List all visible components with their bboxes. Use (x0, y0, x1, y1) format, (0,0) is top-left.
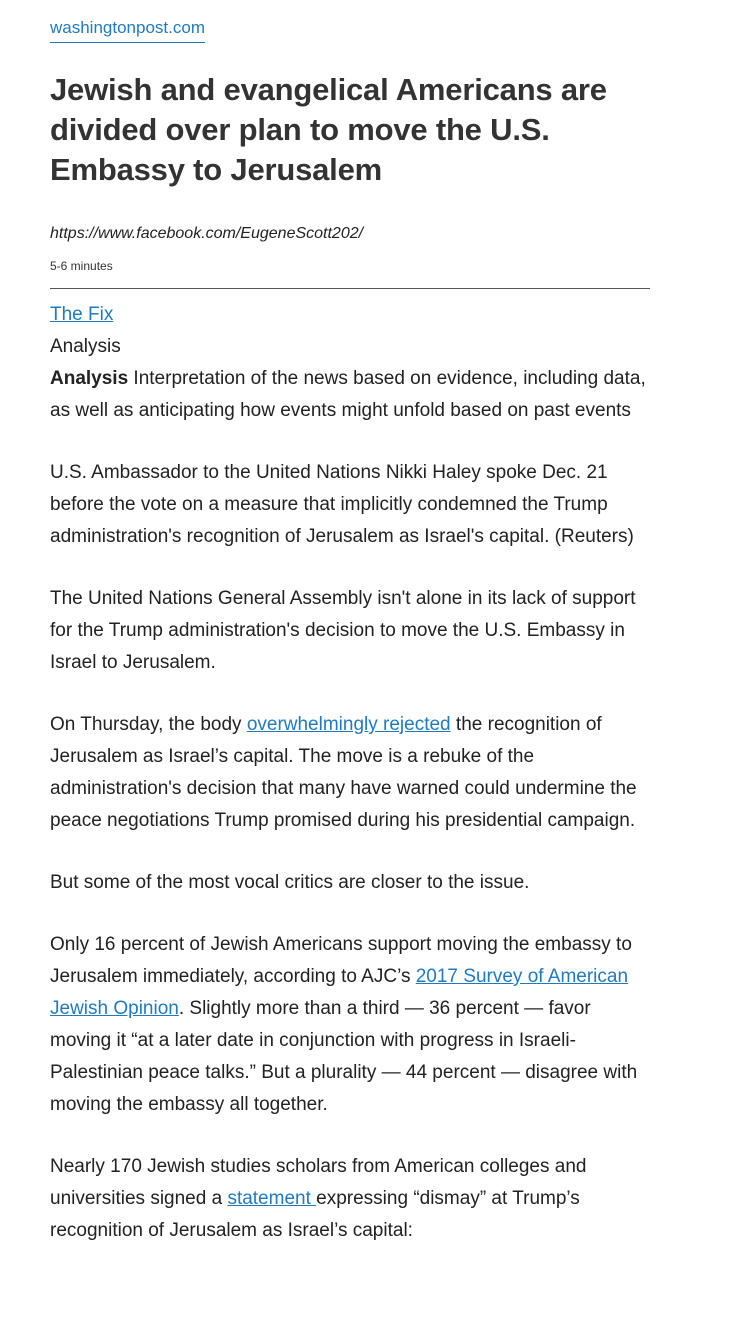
source-domain-link[interactable]: washingtonpost.com (50, 17, 205, 43)
ajc-survey-link[interactable]: 2017 Survey of American Jewish Opinion (50, 966, 629, 1019)
analysis-label: Analysis (50, 336, 121, 357)
statement-link[interactable]: statement (227, 1188, 317, 1209)
section-kicker (50, 299, 650, 331)
the-fix-link[interactable]: The Fix (50, 304, 114, 325)
analysis-term: Analysis (50, 368, 129, 389)
author-byline: https://www.facebook.com/EugeneScott202/ (50, 225, 364, 242)
paragraph-4-text-b: . Slightly more than a third — 36 percent — favor moving it “at a later date in conjunction with progress in Israeli-Palestinian peace talks.” But a plurality — 44 percent — disagree with moving the embassy all together. (50, 998, 638, 1115)
article-body (50, 299, 650, 1277)
video-caption: U.S. Ambassador to the United Nations Nikki Haley spoke Dec. 21 before the vote on a measure that implicitly condemned the Trump administration's recognition of Jerusalem as Israel's capital. (Reuters) (50, 462, 634, 547)
paragraph-3: But some of the most vocal critics are closer to the issue. (50, 872, 530, 893)
paragraph-1: The United Nations General Assembly isn't alone in its lack of support for the Trump administration's decision to move the U.S. Embassy in Israel to Jerusalem. (50, 588, 636, 673)
paragraph-5-text-a: Nearly 170 Jewish studies scholars from American colleges and universities signed a (50, 1156, 587, 1209)
article-title: Jewish and evangelical Americans are divided over plan to move the U.S. Embassy to Jerusalem (50, 72, 607, 187)
paragraph-2-text-b: the recognition of Jerusalem as Israel’s capital. The move is a rebuke of the administration's decision that many have warned could undermine the peace negotiations Trump promised during his presidential campaign. (50, 714, 637, 831)
reading-time: 5-6 minutes (50, 259, 113, 273)
paragraph-5-text-b: expressing “dismay” at Trump’s recognition of Jerusalem as Israel’s capital: (50, 1188, 580, 1241)
overwhelmingly-rejected-link[interactable]: overwhelmingly rejected (246, 714, 451, 735)
analysis-definition (50, 363, 650, 427)
paragraph-2 (50, 709, 650, 837)
paragraph-5 (50, 1151, 650, 1247)
header-divider (50, 288, 650, 289)
analysis-definition-text: Interpretation of the news based on evidence, including data, as well as anticipating how events might unfold based on past events (50, 368, 646, 421)
paragraph-4-text-a: Only 16 percent of Jewish Americans support moving the embassy to Jerusalem immediately, according to AJC’s (50, 934, 632, 987)
paragraph-2-text-a: On Thursday, the body (50, 714, 247, 735)
paragraph-4 (50, 929, 650, 1121)
